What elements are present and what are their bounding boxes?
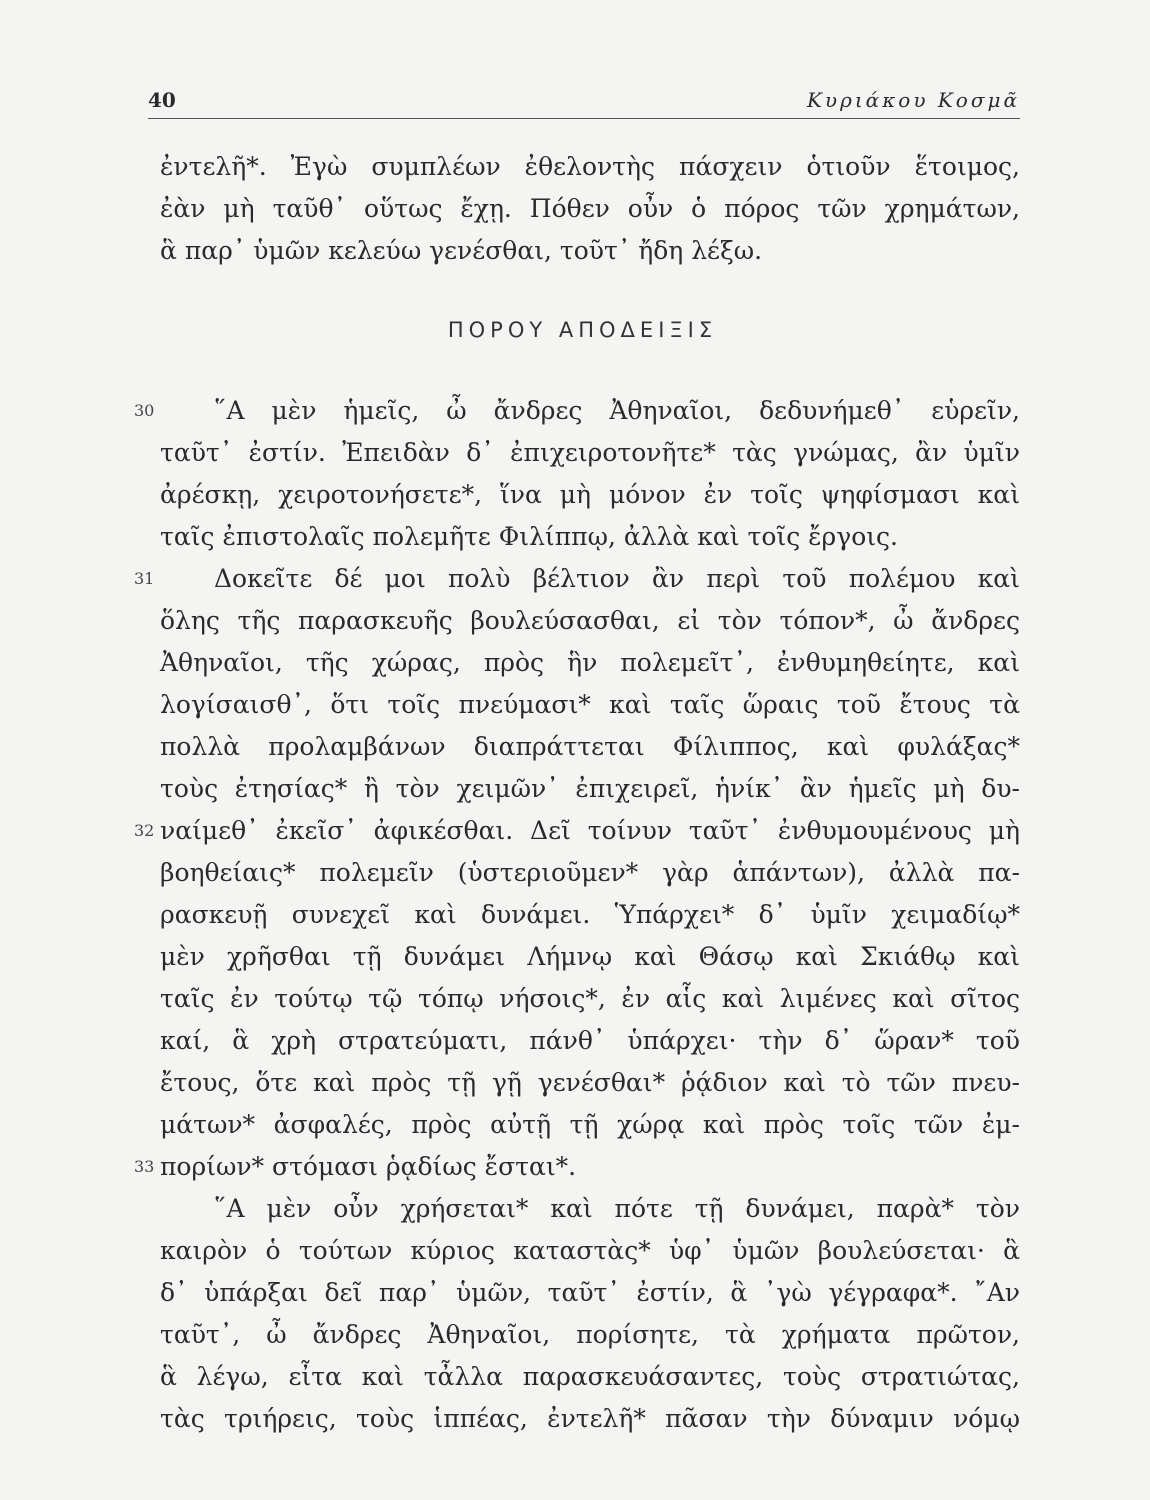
text-line: ἐντελῆ*. Ἐγὼ συμπλέων ἐθελοντὴς πάσχειν ὁτιοῦν ἕτοιμος, [160, 152, 1020, 181]
page-header [148, 88, 1020, 119]
section-number-33: 33 [134, 1157, 155, 1176]
main-text [160, 390, 1020, 1440]
text-line: καί, ἃ χρὴ στρατεύματι, πάνθ᾽ ὑπάρχει· τὴν δ᾽ ὥραν* τοῦ [160, 1026, 1020, 1055]
section-number-32: 32 [134, 821, 155, 840]
text-line: βοηθείαις* πολεμεῖν (ὑστεριοῦμεν* γὰρ ἁπάντων), ἀλλὰ πα- [160, 858, 1020, 887]
text-line: ταῦτ᾽, ὦ ἄνδρες Ἀθηναῖοι, πορίσητε, τὰ χρήματα πρῶτον, [160, 1320, 1020, 1349]
text-line: καιρὸν ὁ τούτων κύριος καταστὰς* ὑφ᾽ ὑμῶν βουλεύσεται· ἃ [160, 1236, 1020, 1265]
text-line: πολλὰ προλαμβάνων διαπράττεται Φίλιππος, καὶ φυλάξας* [160, 732, 1020, 761]
intro-paragraph [160, 146, 1020, 272]
text-line: ἔτους, ὅτε καὶ πρὸς τῇ γῇ γενέσθαι* ῥᾴδιον καὶ τὸ τῶν πνευ- [160, 1068, 1020, 1097]
text-line: ἀρέσκῃ, χειροτονήσετε*, ἵνα μὴ μόνον ἐν τοῖς ψηφίσμασι καὶ [160, 480, 1020, 509]
text-line: τὰς τριήρεις, τοὺς ἱππέας, ἐντελῆ* πᾶσαν τὴν δύναμιν νόμῳ [160, 1404, 1020, 1433]
text-line: λογίσαισθ᾽, ὅτι τοῖς πνεύμασι* καὶ ταῖς ὥραις τοῦ ἔτους τὰ [160, 690, 1020, 719]
text-line: ταῖς ἐν τούτῳ τῷ τόπῳ νήσοις*, ἐν αἷς καὶ λιμένες καὶ σῖτος [160, 984, 1020, 1013]
text-line: μάτων* ἀσφαλές, πρὸς αὐτῇ τῇ χώρᾳ καὶ πρὸς τοῖς τῶν ἐμ- [160, 1110, 1020, 1139]
text-line: ταῦτ᾽ ἐστίν. Ἐπειδὰν δ᾽ ἐπιχειροτονῆτε* τὰς γνώμας, ἂν ὑμῖν [160, 438, 1020, 467]
text-line: τοὺς ἐτησίας* ἢ τὸν χειμῶν᾽ ἐπιχειρεῖ, ἡνίκ᾽ ἂν ἡμεῖς μὴ δυ- [160, 774, 1020, 803]
text-line: ρασκευῇ συνεχεῖ καὶ δυνάμει. Ὑπάρχει* δ᾽ ὑμῖν χειμαδίῳ* [160, 900, 1020, 929]
page-number: 40 [148, 88, 176, 112]
text-line: Ἀθηναῖοι, τῆς χώρας, πρὸς ἣν πολεμεῖτ᾽, ἐνθυμηθείητε, καὶ [160, 648, 1020, 677]
text-line: δ᾽ ὑπάρξαι δεῖ παρ᾽ ὑμῶν, ταῦτ᾽ ἐστίν, ἃ ᾽γὼ γέγραφα*. ῎Αν [160, 1278, 1020, 1307]
text-line: πορίων* στόμασι ῥᾳδίως ἔσται*. [160, 1152, 577, 1181]
text-line: ἃ παρ᾽ ὑμῶν κελεύω γενέσθαι, τοῦτ᾽ ἤδη λέξω. [160, 236, 763, 265]
section-heading: ΠΟΡΟΥ ΑΠΟΔΕΙΞΙΣ [447, 318, 718, 342]
text-line: ὅλης τῆς παρασκευῆς βουλεύσασθαι, εἰ τὸν τόπον*, ὦ ἄνδρες [160, 606, 1020, 635]
text-line: Δοκεῖτε δέ μοι πολὺ βέλτιον ἂν περὶ τοῦ πολέμου καὶ [214, 564, 1020, 593]
text-line: ταῖς ἐπιστολαῖς πολεμῆτε Φιλίππῳ, ἀλλὰ καὶ τοῖς ἔργοις. [160, 522, 899, 551]
text-line: ῞Α μὲν οὖν χρήσεται* καὶ πότε τῇ δυνάμει, παρὰ* τὸν [214, 1194, 1020, 1223]
text-line: ἃ λέγω, εἶτα καὶ τἆλλα παρασκευάσαντες, τοὺς στρατιώτας, [160, 1362, 1020, 1391]
text-line: ῞Α μὲν ἡμεῖς, ὦ ἄνδρες Ἀθηναῖοι, δεδυνήμεθ᾽ εὑρεῖν, [214, 396, 1020, 425]
section-number-30: 30 [134, 401, 155, 420]
text-line: ἐὰν μὴ ταῦθ᾽ οὕτως ἔχῃ. Πόθεν οὖν ὁ πόρος τῶν χρημάτων, [160, 194, 1020, 223]
running-head: Κυριάκου Κοσμᾶ [806, 88, 1020, 112]
text-line: ναίμεθ᾽ ἐκεῖσ᾽ ἀφικέσθαι. Δεῖ τοίνυν ταῦτ᾽ ἐνθυμουμένους μὴ [160, 816, 1020, 845]
text-line: μὲν χρῆσθαι τῇ δυνάμει Λήμνῳ καὶ Θάσῳ καὶ Σκιάθῳ καὶ [160, 942, 1020, 971]
section-number-31: 31 [134, 569, 155, 588]
